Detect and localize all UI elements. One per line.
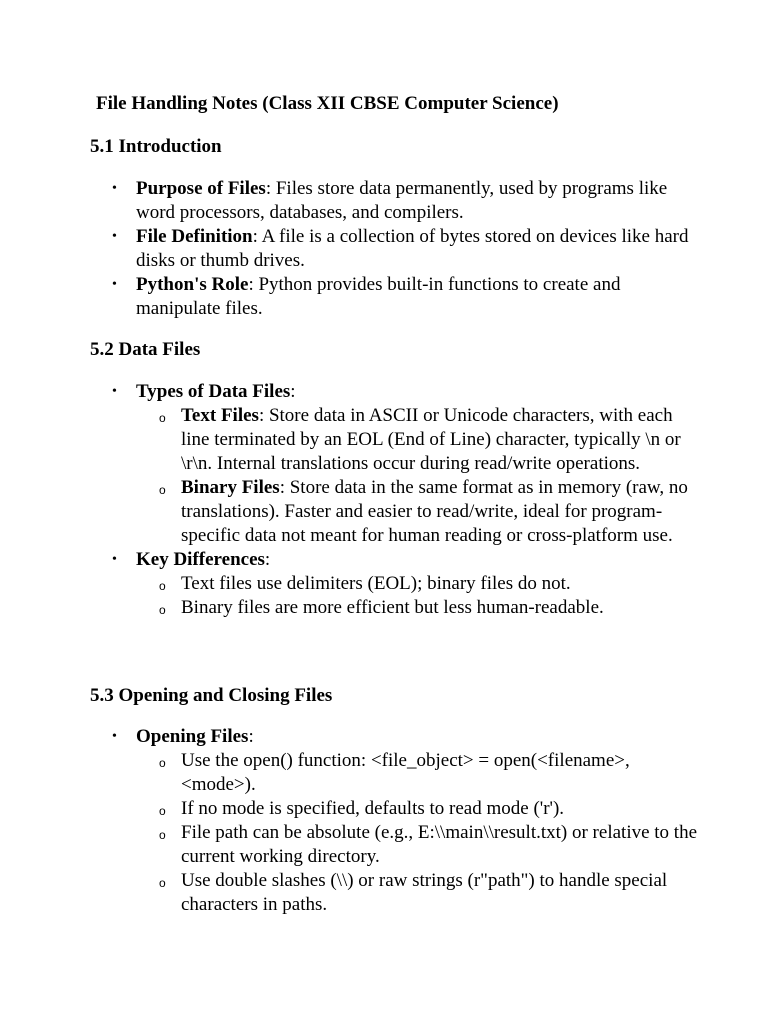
data-files-list [0,380,700,620]
list-item-types-of-data-files [0,380,700,548]
list-item-opening-files [0,725,700,917]
item-term: Opening Files [136,726,249,747]
list-item-file-definition [0,225,700,273]
sub-item-text: Binary files are more efficient but less human-readable. [181,597,604,618]
differences-sublist [136,572,700,620]
opening-closing-list [0,725,700,917]
opening-sublist [136,749,700,917]
sub-item-text: Use the open() function: <file_object> = open(<filename>, <mode>). [181,750,630,795]
document-title: File Handling Notes (Class XII CBSE Computer Science) [96,93,559,114]
sub-item-double-slashes [136,869,700,917]
sub-item-term: Text Files [181,405,259,426]
item-text: : Files store data permanently, used by programs like word processors, databases, and compilers. [136,178,668,223]
sub-item-text: If no mode is specified, defaults to read mode ('r'). [181,798,565,819]
item-text: : Python provides built-in functions to create and manipulate files. [136,274,621,319]
sub-item-efficiency [136,596,700,620]
item-term: Purpose of Files [136,178,266,199]
sub-item-text-files [136,404,700,476]
sub-item-text: File path can be absolute (e.g., E:\\main\\result.txt) or relative to the current working directory. [181,822,698,867]
list-item-pythons-role [0,273,700,321]
section-heading-opening-closing-files: 5.3 Opening and Closing Files [90,685,333,706]
item-text: : [290,381,296,402]
item-term: Types of Data Files [136,381,291,402]
item-text: : A file is a collection of bytes stored on devices like hard disks or thumb drives. [136,226,689,271]
list-item-purpose-of-files [0,177,700,225]
sub-item-term: Binary Files [181,477,280,498]
sub-item-open-function [136,749,700,797]
sub-item-default-mode [136,797,700,821]
item-term: File Definition [136,226,253,247]
item-term: Python's Role [136,274,249,295]
sub-item-text: : Store data in ASCII or Unicode characters, with each line terminated by an EOL (End of Line) character, typically \n or \r\n. Internal translations occur during read/write operations. [181,405,681,474]
sub-item-text: : Store data in the same format as in memory (raw, no translations). Faster and easier to read/write, ideal for program-specific data not meant for human reading or cross-platform use. [181,477,688,546]
item-text: : [264,549,271,570]
section-heading-data-files: 5.2 Data Files [90,339,201,360]
sub-item-text: Text files use delimiters (EOL); binary files do not. [181,573,571,594]
list-item-key-differences [0,548,700,620]
introduction-list [0,177,700,321]
item-term: Key Differences [136,549,265,570]
sub-item-file-path [136,821,700,869]
sub-item-delimiters [136,572,700,596]
section-heading-introduction: 5.1 Introduction [90,136,222,157]
sub-item-binary-files [136,476,700,548]
item-text: : [248,726,254,747]
types-sublist [136,404,700,548]
sub-item-text: Use double slashes (\\) or raw strings (r"path") to handle special characters in paths. [181,870,668,915]
